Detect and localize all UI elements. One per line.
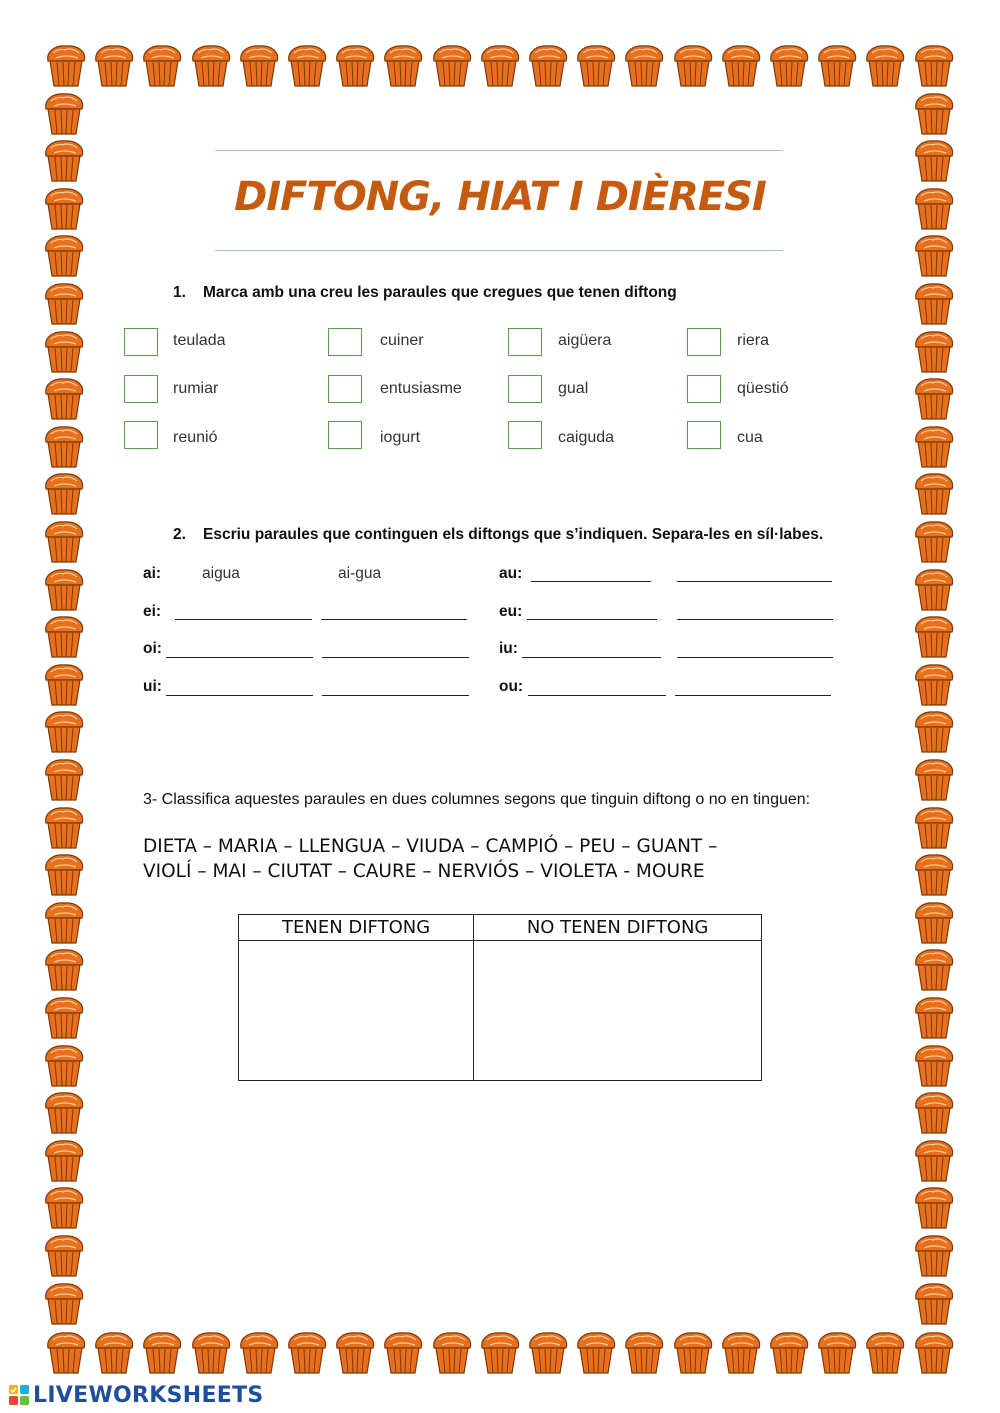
- muffin-icon: [912, 994, 956, 1040]
- muffin-icon: [767, 1329, 811, 1375]
- diphthong-label-ei: ei:: [143, 603, 162, 620]
- muffin-icon: [912, 232, 956, 278]
- word-cuiner: cuiner: [380, 332, 424, 349]
- muffin-icon: [767, 42, 811, 88]
- muffin-icon: [42, 518, 86, 564]
- muffin-icon: [237, 1329, 281, 1375]
- muffin-icon: [912, 280, 956, 326]
- liveworksheets-logo-icon: [8, 1384, 30, 1406]
- muffin-icon: [42, 1184, 86, 1230]
- title-rule-bottom: [215, 250, 783, 251]
- title-rule-top: [215, 150, 783, 151]
- muffin-icon: [333, 42, 377, 88]
- question-2-text: Escriu paraules que continguen els diftongs que s’indiquen. Separa-les en síl·labes.: [203, 526, 824, 543]
- muffin-icon: [912, 42, 956, 88]
- diphthong-label-au: au:: [499, 565, 523, 582]
- muffin-icon: [92, 42, 136, 88]
- checkbox-cuiner[interactable]: [328, 328, 362, 356]
- muffin-icon: [42, 90, 86, 136]
- muffin-icon: [912, 756, 956, 802]
- answer-blank-ei-syllables[interactable]: [321, 618, 467, 620]
- muffin-icon: [44, 1329, 88, 1375]
- example-syllables: ai-gua: [338, 565, 382, 582]
- checkbox-entusiasme[interactable]: [328, 375, 362, 403]
- logo-text: LIVEWORKSHEETS: [33, 1382, 264, 1408]
- muffin-icon: [719, 1329, 763, 1375]
- muffin-icon: [42, 375, 86, 421]
- muffin-icon: [912, 1232, 956, 1278]
- muffin-icon: [430, 42, 474, 88]
- muffin-icon: [42, 708, 86, 754]
- muffin-icon: [381, 42, 425, 88]
- word-cua: cua: [737, 429, 763, 446]
- muffin-icon: [912, 899, 956, 945]
- muffin-icon: [912, 708, 956, 754]
- muffin-icon: [912, 1329, 956, 1375]
- word-teulada: teulada: [173, 332, 226, 349]
- muffin-icon: [912, 613, 956, 659]
- diphthong-label-ou: ou:: [499, 678, 524, 695]
- muffin-icon: [42, 1089, 86, 1135]
- muffin-icon: [671, 42, 715, 88]
- muffin-icon: [574, 42, 618, 88]
- muffin-icon: [478, 1329, 522, 1375]
- checkbox-iogurt[interactable]: [328, 421, 362, 449]
- muffin-icon: [42, 804, 86, 850]
- muffin-icon: [574, 1329, 618, 1375]
- muffin-icon: [719, 42, 763, 88]
- muffin-icon: [42, 946, 86, 992]
- muffin-icon: [285, 42, 329, 88]
- example-word: aigua: [202, 565, 240, 582]
- question-1-heading: [173, 284, 677, 302]
- answer-blank-iu-word[interactable]: [522, 656, 661, 658]
- muffin-icon: [815, 1329, 859, 1375]
- muffin-icon: [912, 804, 956, 850]
- diphthong-label-eu: eu:: [499, 603, 523, 620]
- muffin-icon: [42, 851, 86, 897]
- muffin-icon: [912, 566, 956, 612]
- answer-blank-eu-word[interactable]: [527, 618, 657, 620]
- muffin-icon: [912, 470, 956, 516]
- answer-blank-iu-syllables[interactable]: [677, 656, 833, 658]
- muffin-icon: [42, 661, 86, 707]
- muffin-icon: [42, 1232, 86, 1278]
- worksheet-title: DIFTONG, HIAT I DIÈRESI: [234, 174, 766, 220]
- muffin-icon: [863, 42, 907, 88]
- answer-cell-diphthong[interactable]: [239, 941, 474, 1081]
- liveworksheets-logo[interactable]: [8, 1382, 264, 1408]
- muffin-icon: [912, 1280, 956, 1326]
- word-aiguera: aigüera: [558, 332, 612, 349]
- muffin-icon: [526, 42, 570, 88]
- checkbox-teulada[interactable]: [124, 328, 158, 356]
- word-iogurt: iogurt: [380, 429, 421, 446]
- muffin-icon: [912, 851, 956, 897]
- answer-blank-oi-syllables[interactable]: [322, 656, 469, 658]
- muffin-icon: [912, 1184, 956, 1230]
- answer-blank-au-word[interactable]: [531, 580, 651, 582]
- answer-blank-au-syllables[interactable]: [677, 580, 832, 582]
- muffin-icon: [863, 1329, 907, 1375]
- word-reunio: reunió: [173, 429, 218, 446]
- muffin-icon: [42, 423, 86, 469]
- muffin-icon: [381, 1329, 425, 1375]
- checkbox-rumiar[interactable]: [124, 375, 158, 403]
- diphthong-label-ai: ai:: [143, 565, 162, 582]
- muffin-icon: [912, 518, 956, 564]
- word-list-line-2: VIOLÍ – MAI – CIUTAT – CAURE – NERVIÓS – VIOLETA - MOURE: [143, 861, 705, 882]
- muffin-icon: [912, 423, 956, 469]
- muffin-icon: [333, 1329, 377, 1375]
- muffin-icon: [42, 1280, 86, 1326]
- muffin-icon: [430, 1329, 474, 1375]
- muffin-icon: [42, 232, 86, 278]
- muffin-icon: [42, 280, 86, 326]
- muffin-icon: [42, 899, 86, 945]
- word-caiguda: caiguda: [558, 429, 615, 446]
- muffin-icon: [42, 566, 86, 612]
- muffin-icon: [526, 1329, 570, 1375]
- word-list: [143, 834, 843, 884]
- muffin-icon: [912, 946, 956, 992]
- question-1-text: Marca amb una creu les paraules que cregues que tenen diftong: [203, 284, 677, 301]
- muffin-icon: [912, 1089, 956, 1135]
- question-2-heading: [173, 526, 823, 544]
- answer-blank-eu-syllables[interactable]: [677, 618, 833, 620]
- answer-blank-ei-word[interactable]: [175, 618, 312, 620]
- checkbox-caiguda[interactable]: [508, 421, 542, 449]
- word-questio: qüestió: [737, 380, 789, 397]
- answer-blank-ui-word[interactable]: [166, 694, 313, 696]
- checkbox-questio[interactable]: [687, 375, 721, 403]
- checkbox-reunio[interactable]: [124, 421, 158, 449]
- muffin-icon: [237, 42, 281, 88]
- muffin-icon: [478, 42, 522, 88]
- muffin-icon: [671, 1329, 715, 1375]
- muffin-icon: [189, 1329, 233, 1375]
- answer-blank-ou-syllables[interactable]: [675, 694, 831, 696]
- muffin-icon: [912, 328, 956, 374]
- word-gual: gual: [558, 380, 589, 397]
- muffin-icon: [189, 42, 233, 88]
- muffin-icon: [42, 1137, 86, 1183]
- question-2-number: 2.: [173, 526, 186, 543]
- muffin-icon: [912, 90, 956, 136]
- word-entusiasme: entusiasme: [380, 380, 462, 397]
- muffin-icon: [815, 42, 859, 88]
- muffin-icon: [42, 328, 86, 374]
- muffin-icon: [285, 1329, 329, 1375]
- column-header-diphthong: TENEN DIFTONG: [239, 915, 474, 941]
- diphthong-label-iu: iu:: [499, 640, 518, 657]
- question-1-number: 1.: [173, 284, 186, 301]
- checkbox-cua[interactable]: [687, 421, 721, 449]
- word-list-line-1: DIETA – MARIA – LLENGUA – VIUDA – CAMPIÓ – PEU – GUANT –: [143, 836, 718, 857]
- muffin-icon: [622, 42, 666, 88]
- muffin-icon: [912, 375, 956, 421]
- muffin-icon: [42, 756, 86, 802]
- answer-blank-oi-word[interactable]: [166, 656, 313, 658]
- word-rumiar: rumiar: [173, 380, 219, 397]
- answer-blank-ou-word[interactable]: [528, 694, 666, 696]
- muffin-icon: [42, 994, 86, 1040]
- diphthong-label-oi: oi:: [143, 640, 162, 657]
- muffin-icon: [912, 1042, 956, 1088]
- muffin-icon: [92, 1329, 136, 1375]
- answer-blank-ui-syllables[interactable]: [322, 694, 469, 696]
- checkbox-riera[interactable]: [687, 328, 721, 356]
- classification-table: [238, 914, 762, 1081]
- muffin-icon: [912, 661, 956, 707]
- muffin-icon: [140, 1329, 184, 1375]
- muffin-icon: [42, 470, 86, 516]
- column-header-no-diphthong: NO TENEN DIFTONG: [474, 915, 762, 941]
- muffin-icon: [42, 613, 86, 659]
- checkbox-gual[interactable]: [508, 375, 542, 403]
- question-3-text: 3- Classifica aquestes paraules en dues columnes segons que tinguin diftong o no en tinguen:: [143, 791, 811, 808]
- word-riera: riera: [737, 332, 770, 349]
- muffin-icon: [140, 42, 184, 88]
- muffin-icon: [42, 1042, 86, 1088]
- diphthong-label-ui: ui:: [143, 678, 162, 695]
- muffin-icon: [44, 42, 88, 88]
- checkbox-aiguera[interactable]: [508, 328, 542, 356]
- muffin-icon: [912, 1137, 956, 1183]
- answer-cell-no-diphthong[interactable]: [474, 941, 762, 1081]
- muffin-icon: [622, 1329, 666, 1375]
